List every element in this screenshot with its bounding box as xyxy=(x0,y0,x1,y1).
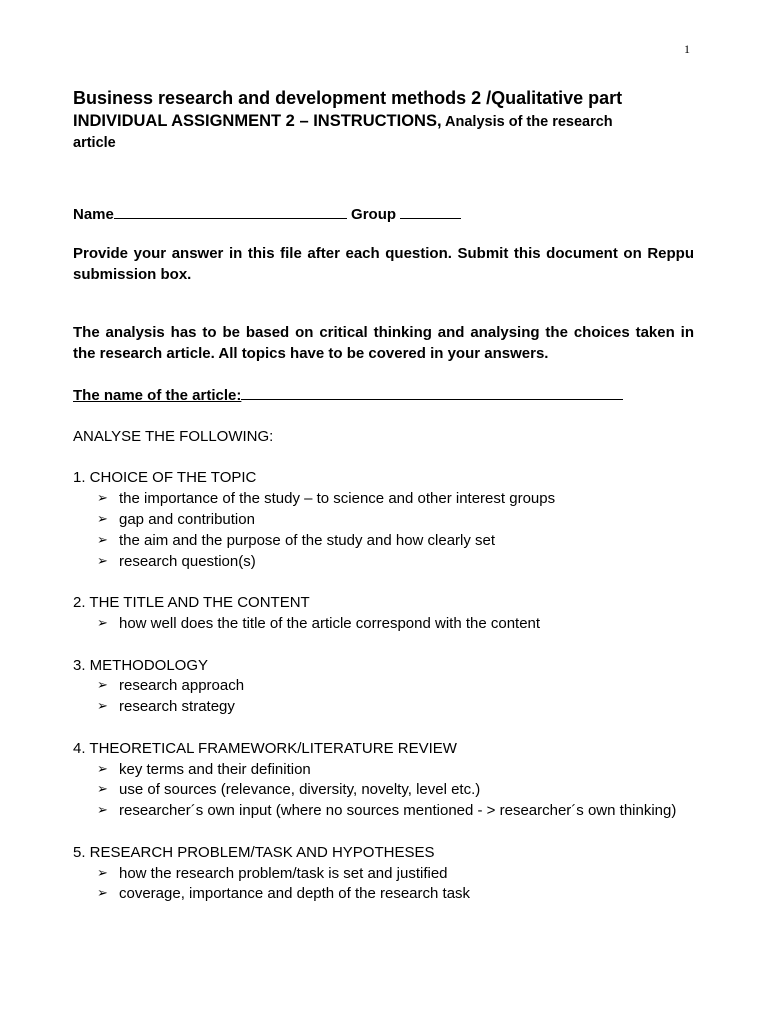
name-field[interactable] xyxy=(114,204,347,219)
section-bullet-list xyxy=(73,760,694,822)
bullet-text: research strategy xyxy=(119,698,235,716)
section-bullet-list xyxy=(73,614,694,635)
section-heading: 2. THE TITLE AND THE CONTENT xyxy=(73,594,310,612)
arrowhead-bullet-icon: ➢ xyxy=(97,615,108,631)
group-label: Group xyxy=(351,206,401,223)
bullet-text: how well does the title of the article correspond with the content xyxy=(119,614,541,632)
assignment-title-rest: Analysis of the research xyxy=(441,114,613,130)
section-heading: 5. RESEARCH PROBLEM/TASK AND HYPOTHESES xyxy=(73,843,435,861)
bullet-item xyxy=(97,510,694,531)
bullet-item xyxy=(97,614,694,635)
article-name-field[interactable] xyxy=(241,385,623,400)
assignment-title-main: INDIVIDUAL ASSIGNMENT 2 – INSTRUCTIONS, xyxy=(73,112,442,130)
arrowhead-bullet-icon: ➢ xyxy=(97,511,108,527)
name-label: Name xyxy=(73,206,114,223)
name-group-line xyxy=(73,204,694,226)
bullet-text: the importance of the study – to science and other interest groups xyxy=(119,490,556,508)
bullet-text: research question(s) xyxy=(119,552,256,570)
section-bullet-list xyxy=(73,489,694,572)
bullet-text: the aim and the purpose of the study and how clearly set xyxy=(119,531,496,549)
bullet-item xyxy=(97,676,694,697)
document-title: Business research and development methods 2 /Qualitative part xyxy=(73,88,623,108)
group-field[interactable] xyxy=(400,204,461,219)
document-body xyxy=(73,86,694,905)
bullet-text: research approach xyxy=(119,677,245,695)
section-bullet-list xyxy=(73,864,694,906)
bullet-item xyxy=(97,864,694,885)
arrowhead-bullet-icon: ➢ xyxy=(97,782,108,798)
bullet-text: gap and contribution xyxy=(119,510,255,528)
assignment-title xyxy=(73,110,694,133)
arrowhead-bullet-icon: ➢ xyxy=(97,761,108,777)
bullet-item xyxy=(97,489,694,510)
article-name-label: The name of the article: xyxy=(73,386,242,404)
arrowhead-bullet-icon: ➢ xyxy=(97,678,108,694)
bullet-text: coverage, importance and depth of the research task xyxy=(119,885,471,903)
arrowhead-bullet-icon: ➢ xyxy=(97,865,108,881)
section-bullet-list xyxy=(73,676,694,718)
submit-instructions: Provide your answer in this file after each question. Submit this document on Reppu submission box. xyxy=(73,244,694,283)
bullet-item xyxy=(97,531,694,552)
arrowhead-bullet-icon: ➢ xyxy=(97,699,108,715)
page-number: 1 xyxy=(684,42,690,56)
analysis-instructions: The analysis has to be based on critical thinking and analysing the choices taken in the research article. All topics have to be covered in your answers. xyxy=(73,324,694,363)
article-name-line xyxy=(73,385,694,407)
bullet-item xyxy=(97,884,694,905)
bullet-item xyxy=(97,552,694,573)
section-heading: 1. CHOICE OF THE TOPIC xyxy=(73,469,257,487)
arrowhead-bullet-icon: ➢ xyxy=(97,553,108,569)
bullet-text: use of sources (relevance, diversity, novelty, level etc.) xyxy=(119,781,481,799)
bullet-text: key terms and their definition xyxy=(119,760,311,778)
assignment-title-cont: article xyxy=(73,135,116,151)
bullet-text: how the research problem/task is set and justified xyxy=(119,864,448,882)
arrowhead-bullet-icon: ➢ xyxy=(97,491,108,507)
bullet-item xyxy=(97,780,694,801)
section-heading: 3. METHODOLOGY xyxy=(73,656,209,674)
analysis-sections xyxy=(73,448,694,906)
arrowhead-bullet-icon: ➢ xyxy=(97,532,108,548)
bullet-item xyxy=(97,760,694,781)
analyse-heading: ANALYSE THE FOLLOWING: xyxy=(73,427,274,445)
arrowhead-bullet-icon: ➢ xyxy=(97,886,108,902)
bullet-text: researcher´s own input (where no sources mentioned - > researcher´s own thinking) xyxy=(119,802,677,820)
arrowhead-bullet-icon: ➢ xyxy=(97,803,108,819)
bullet-item xyxy=(97,697,694,718)
bullet-item xyxy=(97,801,694,822)
section-heading: 4. THEORETICAL FRAMEWORK/LITERATURE REVIEW xyxy=(73,739,457,757)
